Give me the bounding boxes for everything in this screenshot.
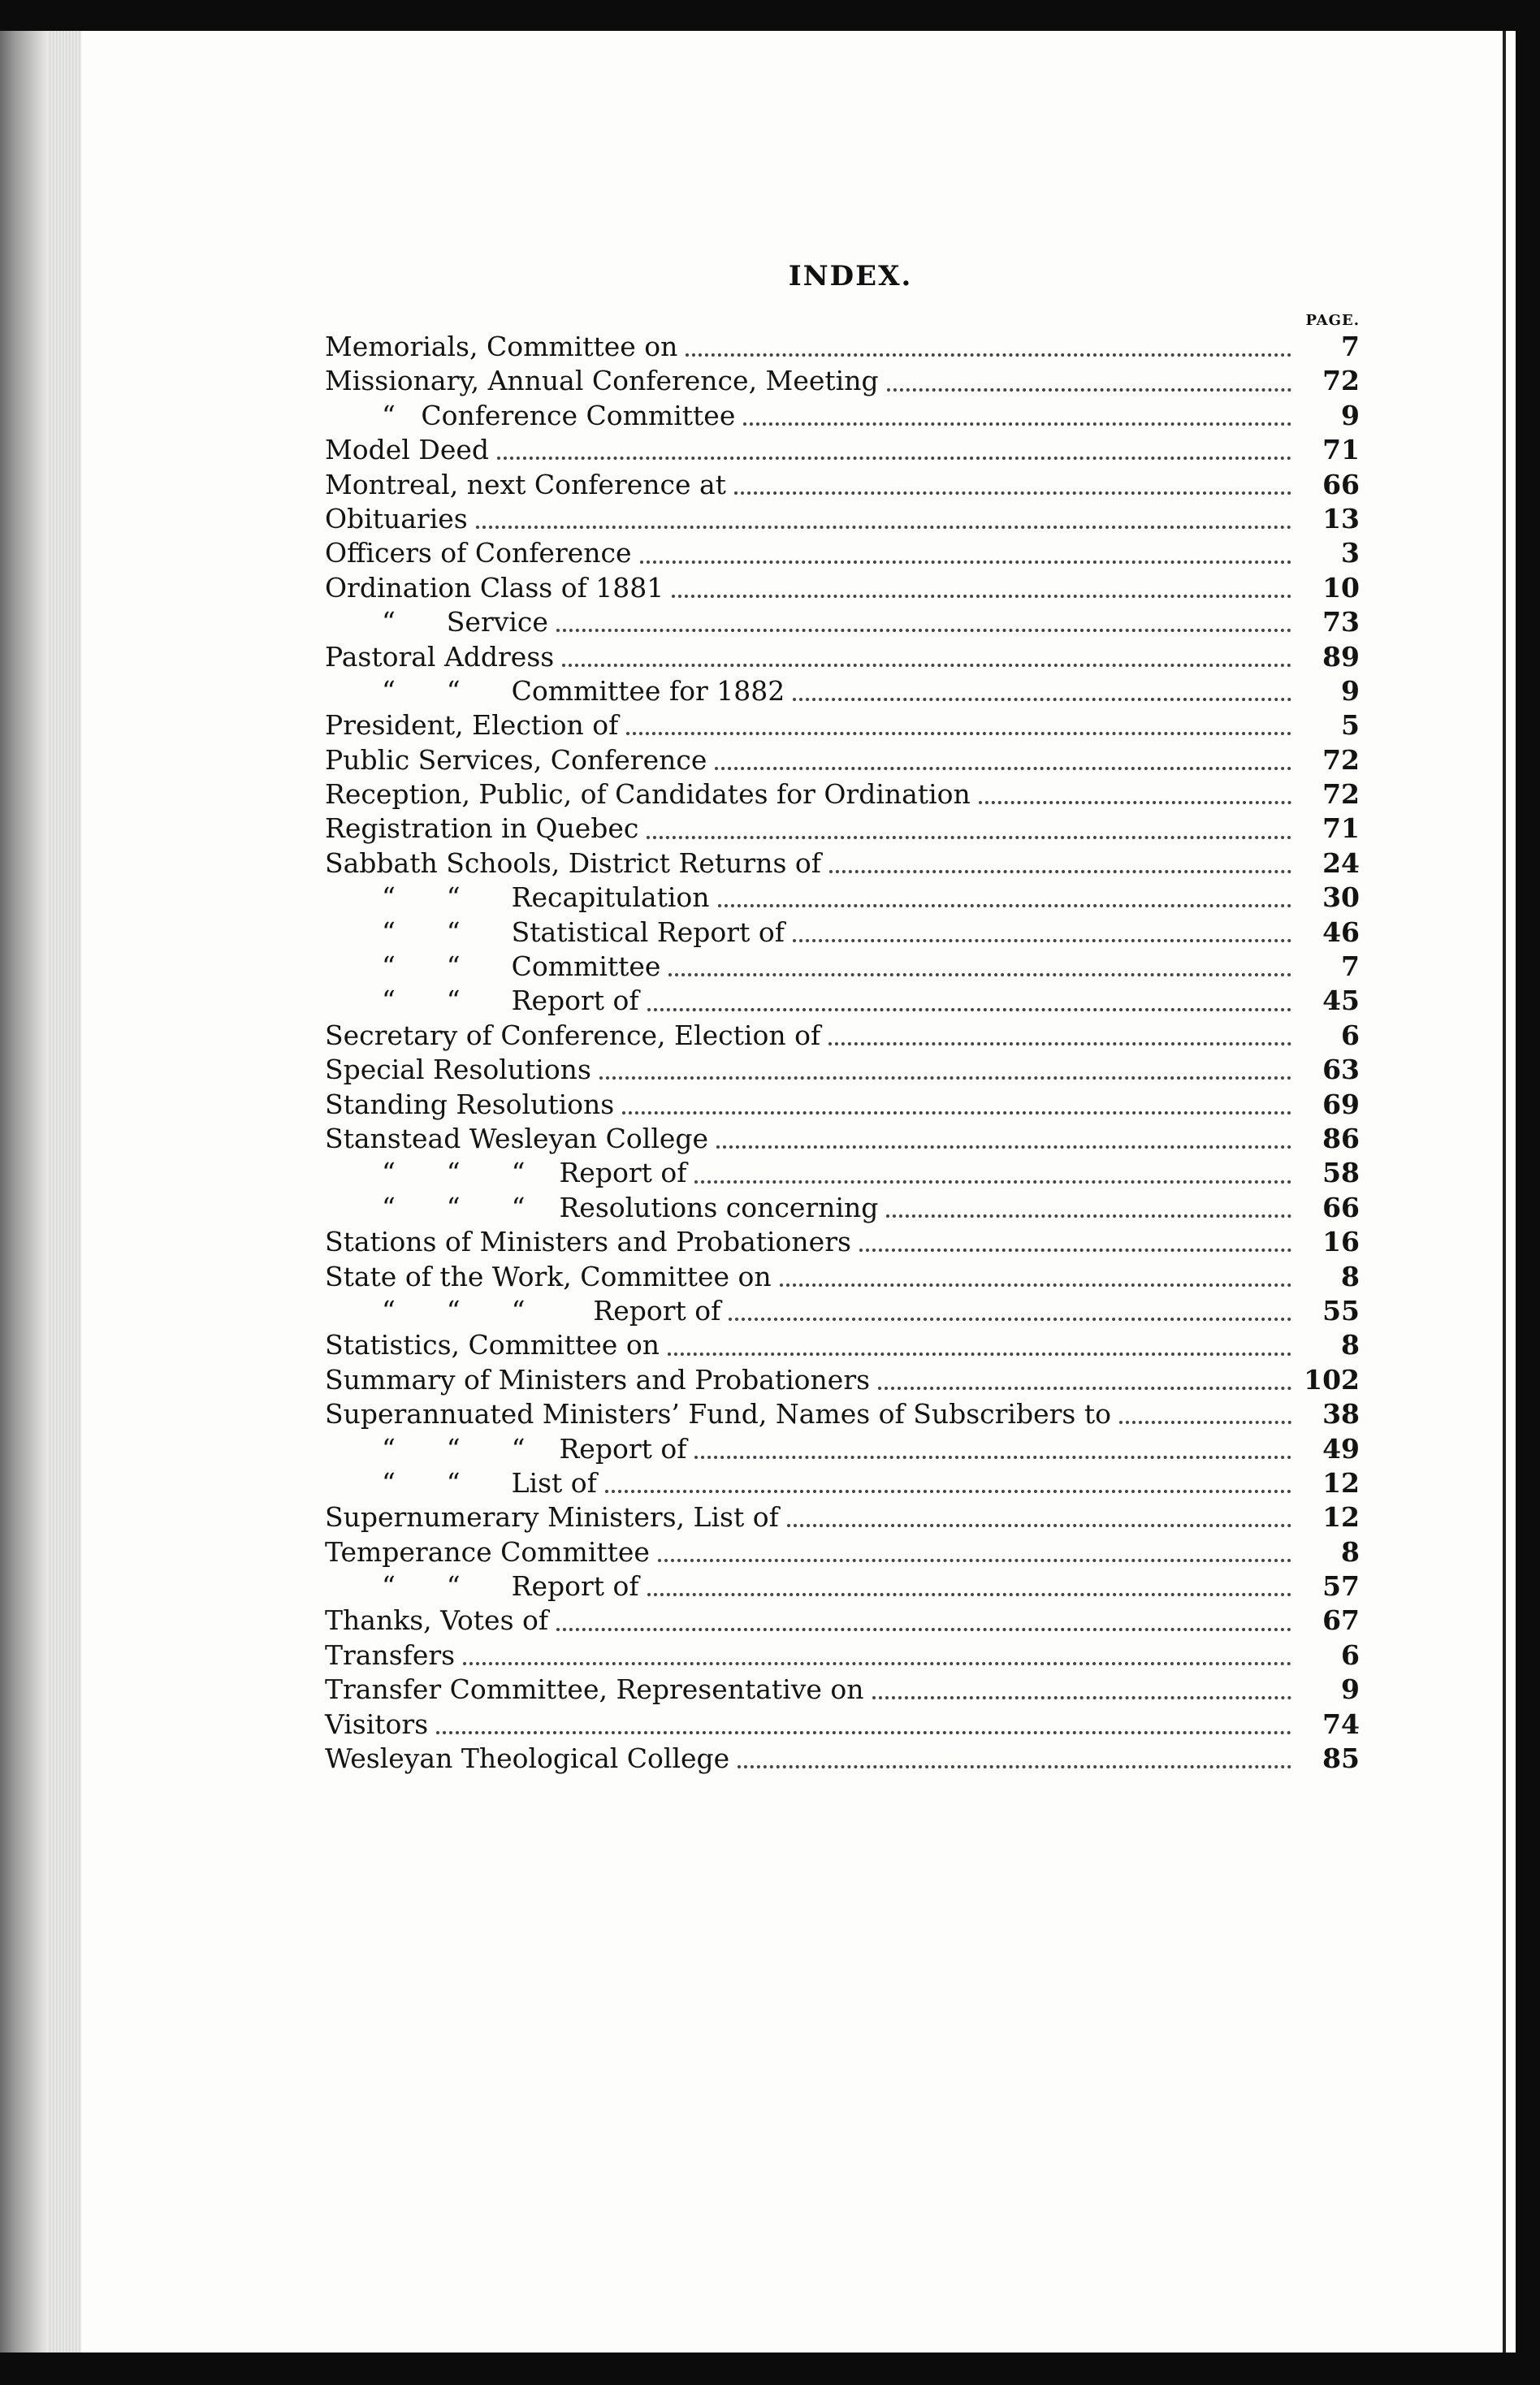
page-column-heading: PAGE. [1305,312,1360,329]
entry-page-number: 3 [1341,537,1360,569]
dot-leader [622,1111,1291,1115]
entry-page-number: 16 [1322,1226,1360,1258]
index-entry [325,502,1360,536]
entry-page-number: 9 [1341,1673,1360,1706]
dot-leader [872,1696,1291,1699]
entry-page-number: 66 [1322,468,1360,500]
entry-page-number: 12 [1322,1501,1360,1534]
entry-label: “ “ Recapitulation [382,881,710,914]
entry-page-number: 9 [1341,399,1360,431]
entry-label: Standing Resolutions [325,1088,615,1120]
entry-page-number: 67 [1322,1604,1360,1637]
dot-leader [647,1008,1291,1011]
entry-label: Stanstead Wesleyan College [325,1122,709,1154]
entry-label: Officers of Conference [325,537,632,569]
entry-label: Memorials, Committee on [325,331,678,362]
index-entry [325,605,1360,639]
entry-page-number: 71 [1322,812,1360,845]
entry-page-number: 7 [1341,331,1360,362]
index-entry [325,777,1360,812]
entry-label: Montreal, next Conference at [325,468,726,500]
dot-leader [979,801,1291,804]
dot-leader [887,388,1291,392]
index-entry [325,1604,1360,1638]
dot-leader [476,526,1291,529]
index-entry [325,881,1360,915]
index-entry [325,812,1360,846]
entry-label: Model Deed [325,434,489,466]
index-entry [325,1397,1360,1431]
entry-page-number: 45 [1322,985,1360,1017]
index-entry [325,950,1360,984]
dot-leader [878,1387,1291,1390]
entry-page-number: 8 [1341,1535,1360,1568]
index-content [325,260,1360,1776]
entry-label: “ “ Report of [382,985,639,1017]
index-entry [325,1673,1360,1707]
entry-label: “ “ Statistical Report of [382,915,785,948]
dot-leader [718,904,1291,907]
dot-leader [436,1731,1291,1734]
entry-label: President, Election of [325,709,619,742]
entry-page-number: 57 [1322,1570,1360,1603]
entry-page-number: 9 [1341,674,1360,707]
entry-label: Transfers [325,1638,456,1671]
entry-label: Summary of Ministers and Probationers [325,1363,871,1396]
entry-page-number: 58 [1322,1157,1360,1189]
dot-leader [828,1042,1291,1045]
entry-page-number: 66 [1322,1191,1360,1223]
entry-page-number: 6 [1341,1638,1360,1671]
entry-page-number: 72 [1322,778,1360,811]
entry-page-number: 71 [1322,434,1360,466]
index-entry [325,640,1360,674]
dot-leader [859,1249,1291,1252]
index-entry [325,984,1360,1018]
page-edges [49,31,81,2353]
dot-leader [562,664,1291,667]
entry-page-number: 24 [1322,846,1360,879]
right-margin-rule [1503,31,1506,2353]
entry-label: “ “ “ Report of [382,1157,687,1189]
index-entry [325,1638,1360,1673]
entry-page-number: 49 [1322,1432,1360,1465]
dot-leader [686,353,1291,357]
dot-leader [626,732,1291,735]
dot-leader [599,1076,1291,1080]
index-entry [325,571,1360,605]
entry-page-number: 73 [1322,606,1360,638]
entry-page-number: 8 [1341,1329,1360,1361]
index-entry [325,1535,1360,1569]
entry-page-number: 63 [1322,1054,1360,1086]
entry-page-number: 102 [1304,1363,1360,1396]
scan-bottom-border [0,2353,1540,2385]
index-entry [325,1328,1360,1362]
entry-label: Missionary, Annual Conference, Meeting [325,365,879,397]
entry-label: “ Service [382,606,548,638]
entry-label: “ “ “ Report of [382,1294,721,1327]
entry-label: “ “ Committee [382,950,661,983]
entry-label: Transfer Committee, Representative on [325,1673,864,1706]
dot-leader [743,422,1291,426]
dot-leader [793,939,1291,942]
entry-label: Thanks, Votes of [325,1604,549,1637]
entry-label: Ordination Class of 1881 [325,571,664,604]
dot-leader [668,973,1291,976]
entry-label: Secretary of Conference, Election of [325,1019,821,1051]
entry-label: Reception, Public, of Candidates for Ordination [325,778,971,811]
index-entry [325,1122,1360,1156]
index-entry [325,1019,1360,1053]
index-entry [325,1363,1360,1397]
dot-leader [672,595,1291,598]
entry-page-number: 8 [1341,1260,1360,1292]
entry-label: Visitors [325,1708,429,1740]
entry-page-number: 38 [1322,1398,1360,1431]
entry-label: State of the Work, Committee on [325,1260,772,1292]
entry-label: Supernumerary Ministers, List of [325,1501,779,1534]
dot-leader [556,1628,1291,1631]
book-spine-edge [0,31,49,2353]
entry-page-number: 13 [1322,502,1360,535]
index-entry [325,330,1360,364]
entry-label: Sabbath Schools, District Returns of [325,846,821,879]
dot-leader [556,629,1291,632]
scan-right-border [1516,31,1540,2353]
index-entry [325,846,1360,881]
index-entry [325,433,1360,467]
index-entry [325,674,1360,708]
index-entry [325,743,1360,777]
dot-leader [734,491,1291,495]
dot-leader [640,561,1291,564]
index-entry [325,915,1360,950]
entry-label: “ “ “ Report of [382,1432,687,1465]
dot-leader [647,836,1291,839]
entry-page-number: 46 [1322,915,1360,948]
entry-label: Wesleyan Theological College [325,1742,730,1775]
entry-label: Obituaries [325,502,468,535]
index-entry [325,708,1360,742]
index-entry [325,1466,1360,1500]
dot-leader [829,870,1291,873]
entry-label: Registration in Quebec [325,812,639,845]
index-entry [325,399,1360,433]
entry-label: Statistics, Committee on [325,1329,660,1361]
entry-label: Pastoral Address [325,640,555,673]
dot-leader [658,1559,1291,1562]
entry-page-number: 5 [1341,709,1360,742]
index-entry [325,1260,1360,1294]
dot-leader [497,457,1291,460]
entry-label: “ “ List of [382,1466,597,1499]
entry-page-number: 12 [1322,1466,1360,1499]
index-entry [325,1569,1360,1604]
dot-leader [729,1318,1291,1321]
index-entry [325,1500,1360,1534]
index-entry [325,1708,1360,1742]
dot-leader [793,698,1291,701]
index-entry [325,1088,1360,1122]
scan-top-border [0,0,1540,31]
index-entry [325,468,1360,502]
entry-label: Special Resolutions [325,1054,591,1086]
entry-label: “ “ Committee for 1882 [382,674,785,707]
index-entry [325,1225,1360,1259]
entry-label: Stations of Ministers and Probationers [325,1226,851,1258]
entry-page-number: 55 [1322,1294,1360,1327]
dot-leader [463,1662,1291,1665]
index-entry [325,1432,1360,1466]
dot-leader [715,767,1291,770]
index-entry [325,1742,1360,1776]
dot-leader [1119,1421,1291,1424]
entry-page-number: 89 [1322,640,1360,673]
entry-label: Public Services, Conference [325,743,707,776]
index-entry [325,1156,1360,1190]
entry-page-number: 69 [1322,1088,1360,1120]
dot-leader [780,1283,1291,1287]
index-entry [325,1053,1360,1087]
dot-leader [694,1180,1291,1184]
entry-label: “ “ “ Resolutions concerning [382,1191,879,1223]
dot-leader [647,1593,1291,1596]
entry-label: “ “ Report of [382,1570,639,1603]
index-entry [325,1191,1360,1225]
dot-leader [694,1456,1291,1459]
entry-page-number: 10 [1322,571,1360,604]
entry-page-number: 6 [1341,1019,1360,1051]
entry-label: Temperance Committee [325,1535,650,1568]
dot-leader [716,1145,1291,1149]
dot-leader [886,1214,1291,1218]
page-title: INDEX. [788,260,913,292]
dot-leader [738,1765,1291,1768]
dot-leader [668,1353,1291,1356]
dot-leader [787,1524,1291,1527]
entry-label: Superannuated Ministers’ Fund, Names of Subscribers to [325,1398,1111,1431]
dot-leader [605,1490,1291,1493]
entry-page-number: 74 [1322,1708,1360,1740]
entry-page-number: 72 [1322,743,1360,776]
entry-label: “ Conference Committee [382,399,736,431]
entry-page-number: 86 [1322,1122,1360,1154]
index-entry [325,364,1360,398]
index-list [325,330,1360,1776]
entry-page-number: 72 [1322,365,1360,397]
index-entry [325,1294,1360,1328]
entry-page-number: 30 [1322,881,1360,914]
entry-page-number: 7 [1341,950,1360,983]
entry-page-number: 85 [1322,1742,1360,1775]
index-entry [325,536,1360,570]
